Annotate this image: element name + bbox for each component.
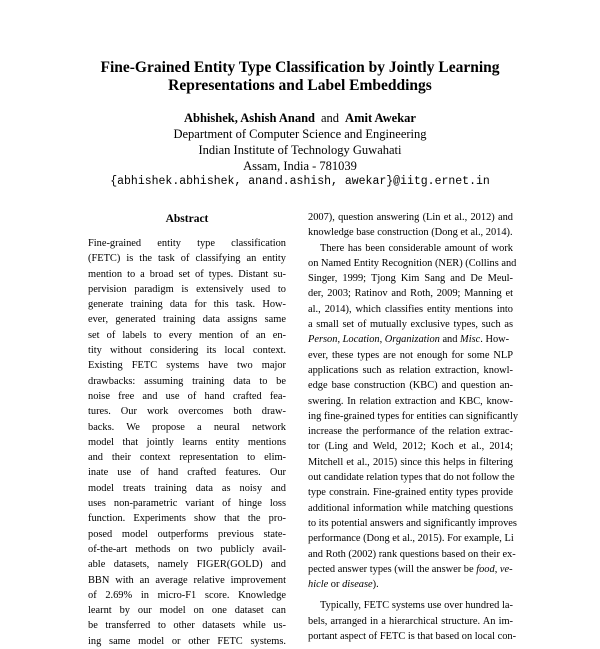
intro-line: 2007), question answering (Lin et al., 2012) and <box>308 212 513 223</box>
affiliation-address: Assam, India - 781039 <box>243 159 357 173</box>
type-organization: Organization <box>384 334 440 346</box>
abstract-line: backs. We propose a neural network <box>88 421 286 433</box>
abstract-line: function. Experiments show that the pro- <box>88 513 286 525</box>
abstract-body <box>88 236 286 649</box>
affiliation-institute: Indian Institute of Technology Guwahati <box>198 143 402 157</box>
abstract-line: Fine-grained entity type classification <box>88 238 286 249</box>
abstract-line: drawbacks: assuming training data to be <box>88 375 286 387</box>
intro-line: additional information while matching questions <box>308 502 513 514</box>
type-misc: Misc <box>460 334 481 346</box>
abstract-heading: Abstract <box>165 213 209 225</box>
intro-line-answer2 <box>308 577 513 592</box>
intro-line: There has been considerable amount of work <box>320 242 513 254</box>
intro-line: ever, these types are not enough for some NLP <box>308 349 513 361</box>
abstract-line: of-the-art methods on two publicly avail- <box>88 543 286 555</box>
abstract-line: posed model outperforms previous state- <box>88 528 286 540</box>
intro-line: edge base construction (KBC) and question an- <box>308 380 513 392</box>
intro-line: applications such as relation extraction, knowl- <box>308 364 513 376</box>
affiliation-department: Department of Computer Science and Engineering <box>173 127 427 141</box>
intro-line: type constrain. Fine-grained entity types provide <box>308 487 513 499</box>
intro-line: on Named Entity Recognition (NER) (Collins and <box>308 257 517 269</box>
abstract-line: tures. Our work overcomes both draw- <box>88 406 286 418</box>
intro-line: to its potential answers and significantly improves <box>308 517 517 529</box>
answer-prefix: pected answer types (will the answer be <box>308 563 477 575</box>
intro-line: out candidate relation types that do not follow the <box>308 472 515 484</box>
intro-line: Singer, 1999; Tjong Kim Sang and De Meul- <box>308 273 513 285</box>
abstract-line: uses non-parametric variant of hinge loss <box>88 498 286 510</box>
author-and: and <box>320 111 340 125</box>
intro-line: bels, arranged in a hierarchical structure. An im- <box>308 615 513 627</box>
intro-line: Mitchell et al., 2015) since this helps in filtering <box>308 456 513 468</box>
intro-line: ing fine-grained types for entities can significantly <box>308 410 519 422</box>
abstract-line: Existing FETC systems have two major <box>88 360 286 372</box>
intro-line: Typically, FETC systems use over hundred la- <box>320 600 513 612</box>
answer-or: or <box>328 579 343 591</box>
intro-line-answer <box>308 562 513 577</box>
intro-line: portant aspect of FETC is that based on local con- <box>308 631 517 643</box>
abstract-line: mention to a broad set of types. Distant su- <box>88 268 286 280</box>
intro-line: swering. In relation extraction and KBC, know- <box>308 395 513 407</box>
abstract-line: and their context representation to elim- <box>88 452 286 464</box>
abstract-line: ever, generated training data assigns same <box>88 314 286 326</box>
abstract-line: able datasets, namely FIGER(GOLD) and <box>88 559 286 571</box>
abstract-line: model treats training data as noisy and <box>88 482 286 494</box>
abstract-line: pervision paradigm is extensively used to <box>88 283 286 295</box>
intro-line: der, 2003; Ratinov and Roth, 2009; Manning et <box>308 288 513 300</box>
types-suffix: . How- <box>480 334 510 346</box>
abstract-line: inate use of hand crafted features. Our <box>88 467 286 479</box>
intro-line: tor (Ling and Weld, 2012; Koch et al., 2014; <box>308 441 513 453</box>
abstract-line: of 2.69% in micro-F1 score. Knowledge <box>88 589 286 601</box>
author-block <box>0 110 600 190</box>
abstract-line: tity without considering its local context. <box>88 345 286 357</box>
intro-line: increase the performance of the relation extrac- <box>308 426 513 438</box>
intro-line: al., 2014), which classifies entity mentions into <box>308 303 513 315</box>
author-names-primary: Abhishek, Ashish Anand <box>184 111 315 125</box>
intro-line-types: Person, Location, Organization and Misc. How- <box>308 334 510 346</box>
abstract-line: BBN with an average relative improvement <box>88 574 286 586</box>
author-name-last: Amit Awekar <box>345 111 416 125</box>
answer-disease: disease <box>342 579 373 591</box>
intro-line: and Roth (2002) rank questions based on their ex- <box>308 548 516 560</box>
intro-line: a small set of mutually exclusive types, such as <box>308 319 513 331</box>
intro-line: performance (Dong et al., 2015). For example, Li <box>308 533 514 545</box>
answer-mid: , <box>494 563 500 575</box>
type-person: Person <box>308 334 338 346</box>
answer-food: food <box>476 563 495 575</box>
author-emails: {abhishek.abhishek, anand.ashish, awekar}@iitg.ernet.in <box>110 175 490 188</box>
abstract-line: ing same model or other FETC systems. <box>88 635 286 647</box>
abstract-line: set of labels to every mention of an en- <box>88 329 286 341</box>
answer-ve: ve- <box>499 563 513 575</box>
abstract-line: model that jointly learns entity mentions <box>88 436 286 448</box>
abstract-line: be transferred to other datasets while us- <box>88 620 286 632</box>
abstract-line: learnt by our model on one dataset can <box>88 605 286 617</box>
abstract-line: (FETC) is the task of classifying an entity <box>88 253 286 265</box>
title-line: Representations and Label Embeddings <box>168 77 432 94</box>
answer-end: ). <box>372 579 379 591</box>
abstract-line: generate training data for this task. How- <box>88 299 286 311</box>
type-location: Location <box>342 334 380 346</box>
answer-hicle: hicle <box>308 579 329 591</box>
author-names <box>0 110 600 126</box>
title-line: Fine-Grained Entity Type Classification by Jointly Learning <box>100 59 500 76</box>
paper-title <box>0 59 600 95</box>
intro-line: knowledge base construction (Dong et al., 2014). <box>308 227 513 239</box>
abstract-line: noise free and use of hand crafted fea- <box>88 390 286 402</box>
intro-body <box>308 210 519 644</box>
